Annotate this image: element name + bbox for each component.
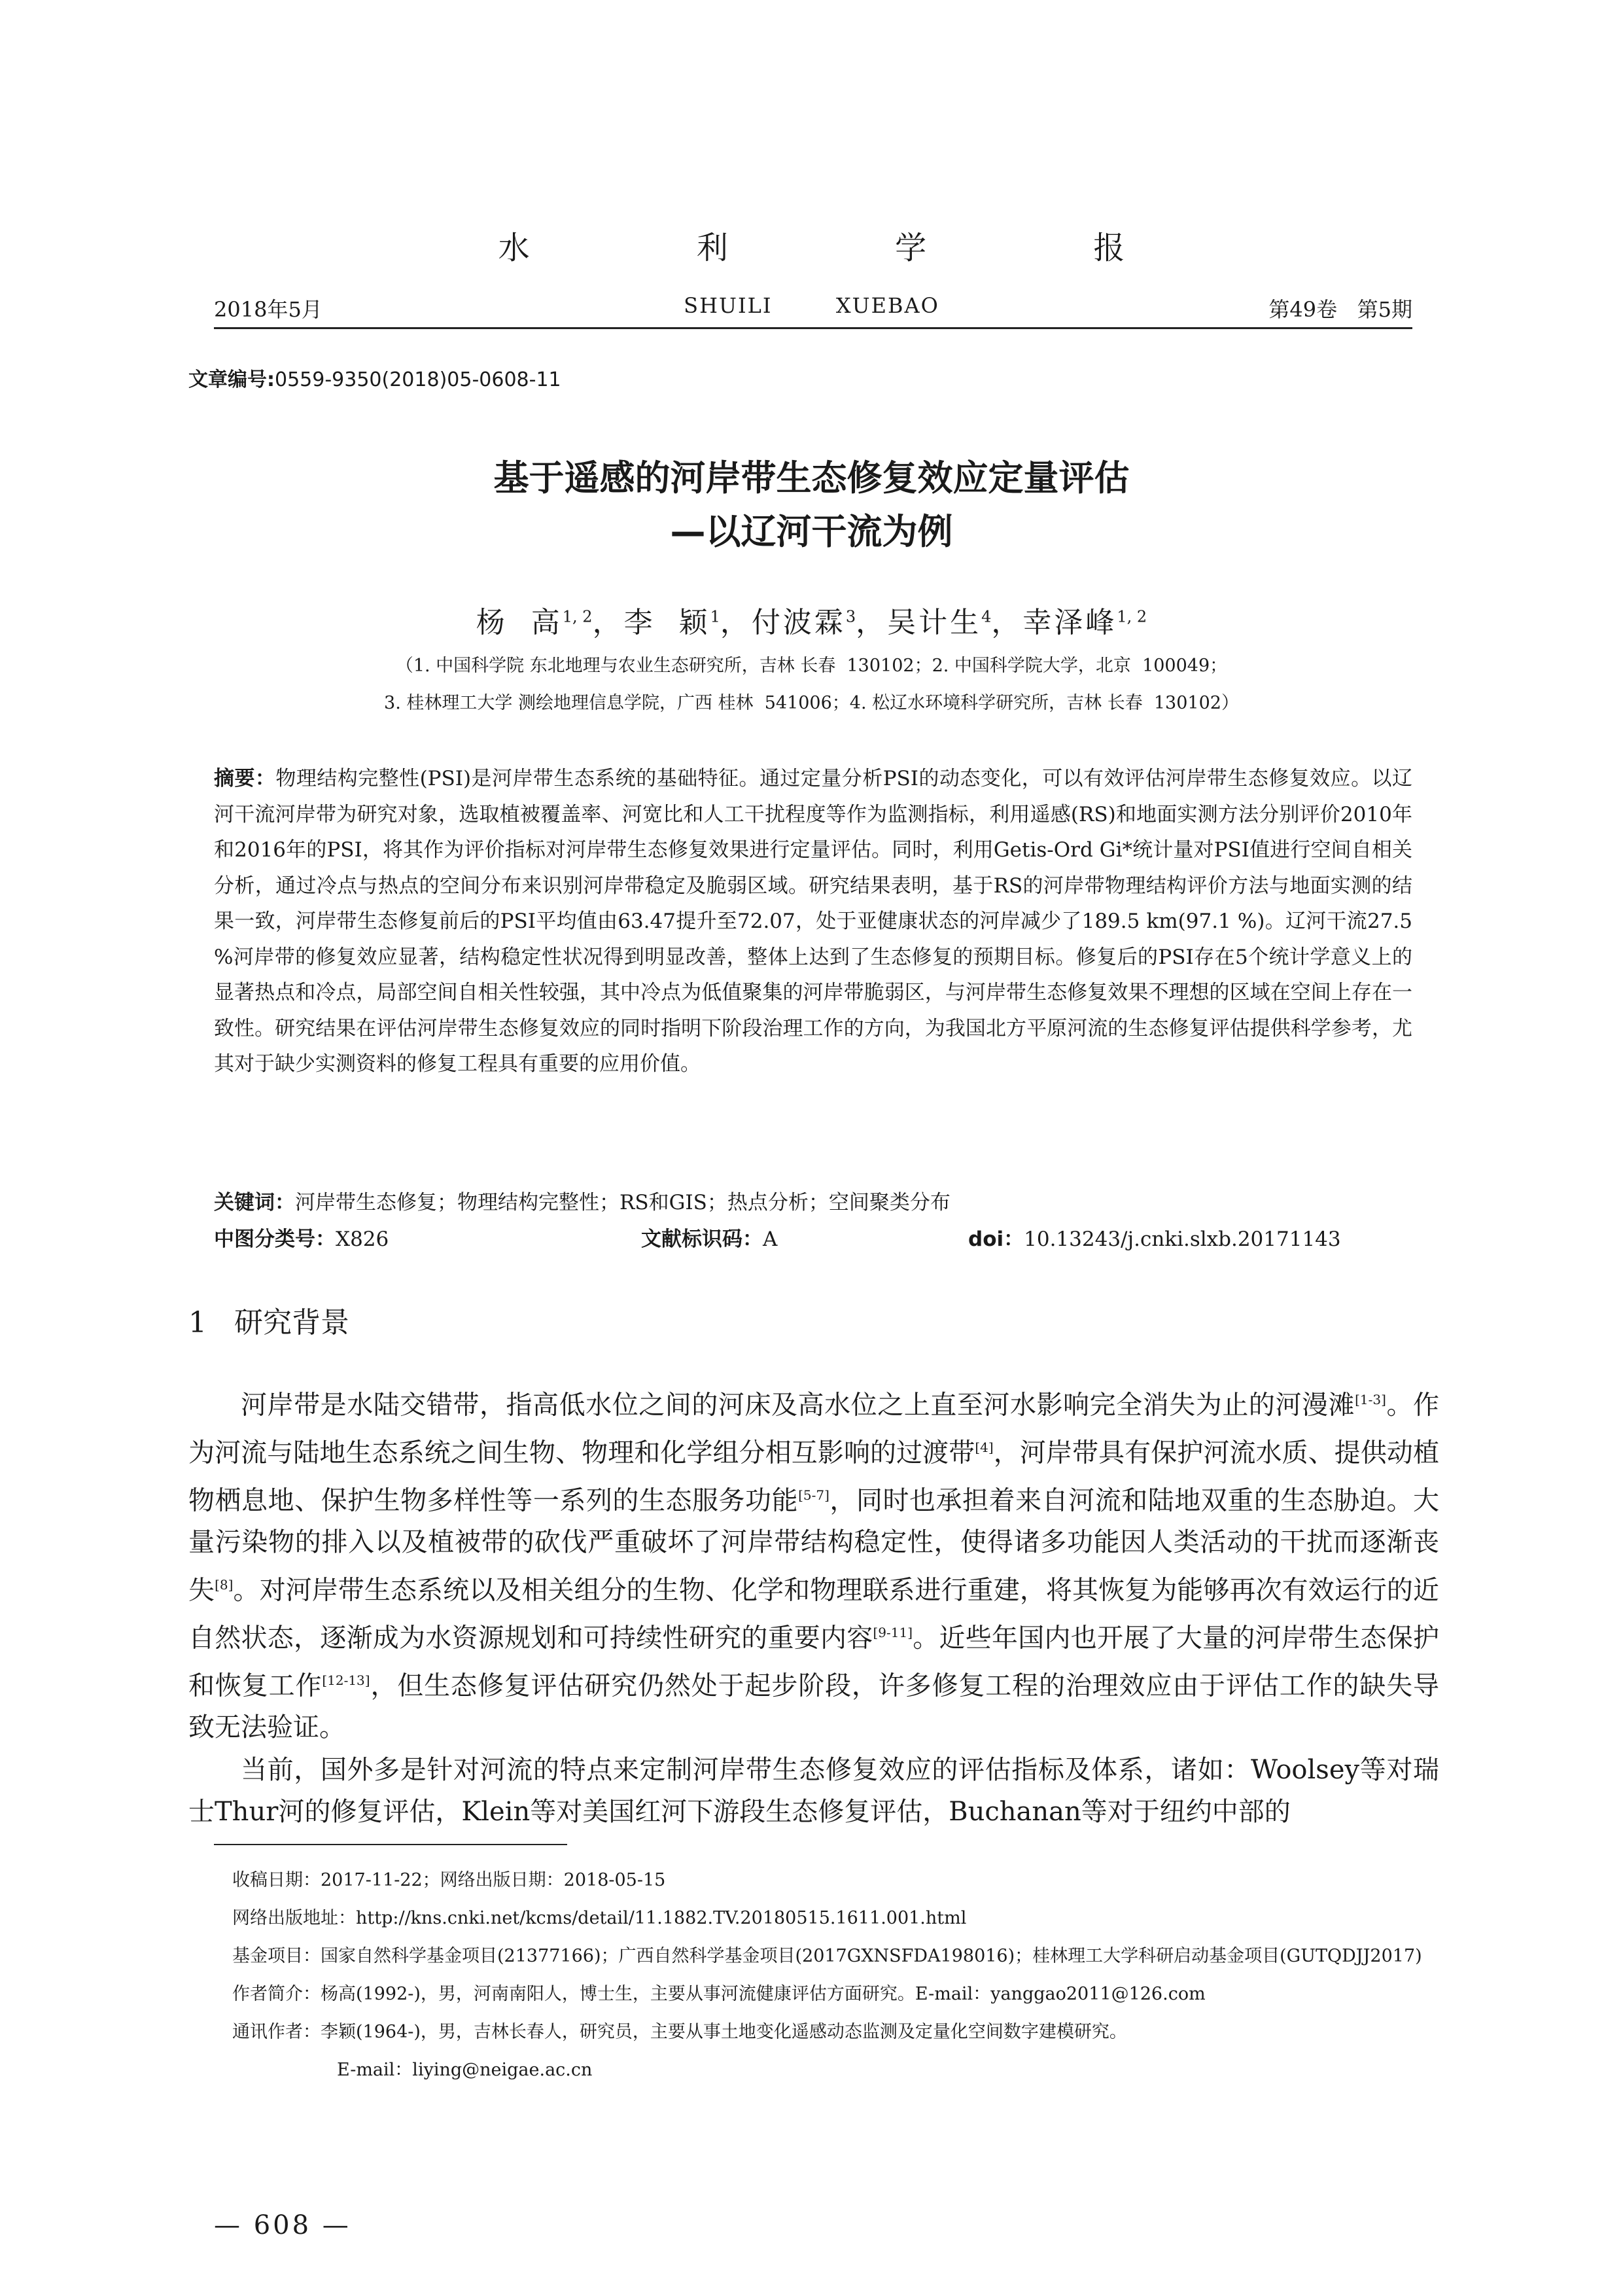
body-text-run: ，但生态修复评估研究仍然处于起步阶段，许多修复工程的治理效应由于评估工作的缺失导致无法验证。: [188, 1670, 1440, 1743]
doc-code-label: 文献标识码：: [641, 1227, 763, 1251]
author-name: 李 颖: [623, 606, 710, 639]
clc-number: [214, 1222, 389, 1252]
affiliation-line: （1. 中国科学院 东北地理与农业生态研究所，吉林 长春 130102；2. 中国科学院大学，北京 100049；: [395, 656, 1228, 676]
clc-value: X826: [336, 1227, 389, 1251]
body-text-run: ，河岸带具有保护河流水质、提供动植物栖息地、保护生物多样性等一系列的生态服务功能: [188, 1438, 1440, 1515]
paper-title: 基于遥感的河岸带生态修复效应定量评估: [493, 457, 1130, 499]
footnote-rule: [214, 1844, 567, 1845]
citation: [12-13]: [322, 1672, 370, 1688]
volume-issue: 第49卷 第5期: [1268, 297, 1412, 322]
author-affiliation-mark: 1, 2: [1117, 607, 1147, 626]
body-text-run: 。近些年国内也开展了大量的河岸带生态保护和恢复工作: [188, 1623, 1440, 1701]
footnote-received: 收稿日期：2017-11-22；网络出版日期：2018-05-15: [232, 1870, 666, 1890]
author-affiliation-mark: 3: [845, 607, 856, 626]
keywords-text: 河岸带生态修复；物理结构完整性；RS和GIS；热点分析；空间聚类分布: [295, 1191, 951, 1214]
body-text-run: 。对河岸带生态系统以及相关组分的生物、化学和物理联系进行重建，将其恢复为能够再次有效运行的近自然状态，逐渐成为水资源规划和可持续性研究的重要内容: [188, 1575, 1439, 1653]
article-number-value: 0559-9350(2018)05-0608-11: [275, 368, 561, 391]
document-code: [641, 1222, 777, 1252]
affiliation-line: 3. 桂林理工大学 测绘地理信息学院，广西 桂林 541006；4. 松辽水环境科学研究所，吉林 长春 130102）: [384, 693, 1239, 713]
doi-value[interactable]: 10.13243/j.cnki.slxb.20171143: [1024, 1227, 1341, 1251]
body-paragraph: 当前，国外多是针对河流的特点来定制河岸带生态修复效应的评估指标及体系，诸如：Woolsey等对瑞士Thur河的修复评估，Klein等对美国红河下游段生态修复评估，Buchanan等对于纽约中部的: [188, 1754, 1439, 1828]
doc-code-value: A: [763, 1227, 778, 1251]
footnotes: [232, 1862, 1429, 2089]
page-number: — 608 —: [214, 2210, 351, 2240]
header-rule: [214, 327, 1412, 329]
citation: [9-11]: [873, 1624, 913, 1640]
keywords: [214, 1186, 951, 1215]
footnote-corresponding-author: 通讯作者：李颖(1964-)，男，吉林长春人，研究员，主要从事土地变化遥感动态监测及定量化空间数字建模研究。: [232, 2022, 1127, 2042]
author-name: 幸泽峰: [1022, 606, 1117, 639]
citation: [1-3]: [1355, 1392, 1386, 1407]
author-name: 付波霖: [751, 606, 846, 639]
journal-title: 水 利 学 报: [498, 230, 1204, 266]
section-heading: [188, 1299, 349, 1341]
author-list: 杨 高$^{1, 2}$，李 颖$^1$，付波霖$^3$，吴计生$^4$，幸泽峰$^{1, 2}$: [476, 606, 1147, 639]
issue-date: 2018年5月: [214, 297, 323, 322]
keywords-label: 关键词：: [214, 1191, 295, 1214]
article-number: [188, 363, 561, 392]
footnote-funding: 基金项目：国家自然科学基金项目(21377166)；广西自然科学基金项目(2017GXNSFDA198016)；桂林理工大学科研启动基金项目(GUTQDJJ2017): [232, 1946, 1422, 1966]
section-title: 研究背景: [234, 1306, 349, 1339]
footnote-author-bio: 作者简介：杨高(1992-)，男，河南南阳人，博士生，主要从事河流健康评估方面研究。E-mail：yanggao2011@126.com: [232, 1984, 1206, 2004]
author-affiliation-mark: 1: [710, 607, 720, 626]
body-text-run: 河岸带是水陆交错带，指高低水位之间的河床及高水位之上直至河水影响完全消失为止的河漫滩: [241, 1390, 1355, 1421]
body-text: [188, 1379, 1439, 1833]
clc-label: 中图分类号：: [214, 1227, 336, 1251]
body-text-run: ，同时也承担着来自河流和陆地双重的生态胁迫。大量污染物的排入以及植被带的砍伐严重破坏了河岸带结构稳定性，使得诸多功能因人类活动的干扰而逐渐丧失: [188, 1485, 1439, 1606]
citation: [5-7]: [798, 1487, 829, 1503]
footnote-online-url[interactable]: 网络出版地址：http://kns.cnki.net/kcms/detail/11.1882.TV.20180515.1611.001.html: [232, 1908, 967, 1928]
author-name: 杨 高: [476, 606, 563, 639]
author-affiliation-mark: 4: [981, 607, 992, 626]
section-number: 1: [188, 1306, 207, 1339]
body-text-run: 。作为河流与陆地生态系统之间生物、物理和化学组分相互影响的过渡带: [188, 1390, 1440, 1468]
citation: [4]: [975, 1439, 994, 1455]
author-affiliation-mark: 1, 2: [562, 607, 593, 626]
abstract: [214, 761, 1412, 1082]
doi: [968, 1222, 1341, 1252]
abstract-text: 物理结构完整性(PSI)是河岸带生态系统的基础特征。通过定量分析PSI的动态变化，可以有效评估河岸带生态修复效应。以辽河干流河岸带为研究对象，选取植被覆盖率、河宽比和人工干扰程度等作为监测指标，利用遥感(RS)和地面实测方法分别评价2010年和2016年的PSI，将其作为评价指标对河岸带生态修复效果进行定量评估。同时，利用Getis-Ord Gi*统计量对PSI值进行空间自相关分析，通过冷点与热点的空间分布来识别河岸带稳定及脆弱区域。研究结果表明，基于RS的河岸带物理结构评价方法与地面实测的结果一致，河岸带生态修复前后的PSI平均值由63.47提升至72.07，处于亚健康状态的河岸减少了189.5 km(97.1 %)。辽河干流27.5 %河岸带的修复效应显著，结构稳定性状况得到明显改善，整体上达到了生态修复的预期目标。修复后的PSI存在5个统计学意义上的显著热点和冷点，局部空间自相关性较强，其中冷点为低值聚集的河岸带脆弱区，与河岸带生态修复效果不理想的区域在空间上存在一致性。研究结果在评估河岸带生态修复效应的同时指明下阶段治理工作的方向，为我国北方平原河流的生态修复评估提供科学参考，尤其对于缺少实测资料的修复工程具有重要的应用价值。: [214, 767, 1412, 1076]
article-number-label: 文章编号:: [188, 368, 275, 391]
paper-subtitle: —以辽河干流为例: [670, 511, 953, 552]
citation: [8]: [215, 1576, 234, 1593]
abstract-label: 摘要：: [214, 767, 276, 790]
doi-label: doi：: [968, 1227, 1024, 1251]
author-name: 吴计生: [887, 606, 982, 639]
body-paragraph: [188, 1379, 1439, 1749]
journal-pinyin: SHUILI XUEBAO: [684, 293, 939, 318]
footnote-corresponding-email[interactable]: E-mail：liying@neigae.ac.cn: [337, 2060, 593, 2080]
